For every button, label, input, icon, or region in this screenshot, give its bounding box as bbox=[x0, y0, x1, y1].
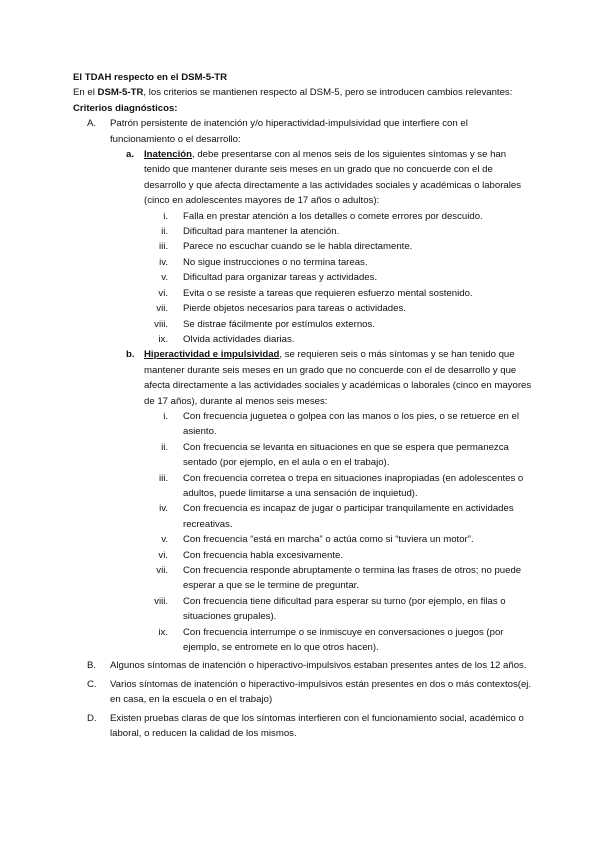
criterion-b-text: Algunos síntomas de inatención o hiperactivo-impulsivos estaban presentes antes de los 12 años. bbox=[110, 660, 527, 672]
list-item-text: Evita o se resiste a tareas que requieren esfuerzo mental sostenido. bbox=[183, 287, 473, 299]
list-item bbox=[73, 270, 533, 285]
list-item-text: Con frecuencia corretea o trepa en situaciones inapropiadas (en adolescentes o adultos, puede limitarse a una sensación de inquietud). bbox=[183, 472, 524, 499]
criterion-c-text: Varios síntomas de inatención o hiperactivo-impulsivos están presentes en dos o más contextos(ej. en casa, en la escuela o en el trabajo) bbox=[110, 678, 532, 706]
intro-paragraph bbox=[73, 85, 533, 100]
list-item bbox=[73, 224, 533, 239]
subcriterion-b-text: , se requieren seis o más síntomas y se han tenido que mantener durante seis meses en un grado que no concuerde con el de desarrollo y que afecta directamente a las actividades sociales y académicas o laborales (cinco en mayores de 17 años), durante al menos seis meses: bbox=[144, 349, 532, 407]
list-item-text: Se distrae fácilmente por estímulos externos. bbox=[183, 318, 375, 330]
list-item-number: ii. bbox=[161, 441, 168, 453]
list-item-text: Con frecuencia tiene dificultad para esperar su turno (por ejemplo, en filas o situaciones grupales). bbox=[183, 595, 506, 623]
list-item-number: vii. bbox=[156, 303, 168, 315]
list-item bbox=[73, 625, 533, 656]
list-item-text: Olvida actividades diarias. bbox=[183, 333, 295, 345]
intro-post: , los criterios se mantienen respecto al DSM-5, pero se introducen cambios relevantes: bbox=[143, 87, 513, 99]
inattention-symptom-list bbox=[73, 209, 533, 348]
list-item-text: No sigue instrucciones o no termina tareas. bbox=[183, 256, 368, 268]
list-item bbox=[73, 332, 533, 347]
subcriterion-a bbox=[73, 147, 533, 209]
list-item-text: Con frecuencia responde abruptamente o termina las frases de otros; no puede esperar a que se le termine de preguntar. bbox=[183, 565, 522, 592]
list-item-number: iii. bbox=[158, 241, 168, 253]
criterion-a-label: A. bbox=[87, 118, 97, 130]
list-item bbox=[73, 563, 533, 594]
list-item bbox=[73, 209, 533, 224]
list-item bbox=[73, 594, 533, 625]
list-item-number: v. bbox=[161, 534, 168, 546]
list-item-text: Falla en prestar atención a los detalles o comete errores por descuido. bbox=[183, 210, 483, 222]
list-item-number: ix. bbox=[158, 626, 168, 638]
list-item bbox=[73, 301, 533, 316]
list-item-number: i. bbox=[163, 210, 168, 222]
criterion-c-label: C. bbox=[87, 678, 97, 690]
intro-bold: DSM-5-TR bbox=[97, 87, 144, 99]
list-item bbox=[73, 239, 533, 254]
document-page bbox=[73, 70, 533, 741]
list-item bbox=[73, 548, 533, 563]
criterion-c bbox=[73, 677, 533, 708]
list-item bbox=[73, 255, 533, 270]
criterion-b-label: B. bbox=[87, 660, 97, 672]
list-item-text: Con frecuencia se levanta en situaciones en que se espera que permanezca sentado (por ejemplo, en el aula o en el trabajo). bbox=[183, 441, 509, 469]
list-item-number: iii. bbox=[158, 472, 168, 484]
subcriterion-a-label: a. bbox=[126, 149, 135, 161]
criterion-b bbox=[73, 658, 533, 673]
subcriterion-a-title: Inatención bbox=[144, 149, 192, 161]
criterion-a bbox=[73, 116, 533, 147]
list-item-text: Con frecuencia habla excesivamente. bbox=[183, 549, 343, 561]
criterion-d bbox=[73, 711, 533, 742]
list-item-number: vii. bbox=[156, 565, 168, 576]
subcriterion-a-text: , debe presentarse con al menos seis de los siguientes síntomas y se han tenido que mantener durante seis meses en un grado que no concuerde con el de desarrollo y que afecta directamente a las actividades sociales y académicas o laborales (cinco en adolescentes mayores de 17 años o adultos): bbox=[144, 149, 522, 207]
list-item bbox=[73, 471, 533, 502]
list-item-text: Con frecuencia “está en marcha” o actúa como si “tuviera un motor”. bbox=[183, 534, 474, 546]
criterion-d-label: D. bbox=[87, 712, 97, 724]
list-item-text: Parece no escuchar cuando se le habla directamente. bbox=[183, 241, 413, 253]
list-item bbox=[73, 532, 533, 547]
list-item-number: iv. bbox=[159, 503, 168, 515]
list-item-text: Con frecuencia es incapaz de jugar o participar tranquilamente en actividades recreativas. bbox=[183, 503, 514, 530]
hyperactivity-symptom-list bbox=[73, 409, 533, 656]
subcriterion-b-label: b. bbox=[126, 349, 135, 361]
list-item-number: viii. bbox=[154, 595, 168, 607]
list-item-number: iv. bbox=[159, 256, 168, 268]
list-item bbox=[73, 409, 533, 440]
list-item-number: i. bbox=[163, 410, 168, 422]
criterion-d-text: Existen pruebas claras de que los síntomas interfieren con el funcionamiento social, académico o laboral, o reducen la calidad de los mismos. bbox=[110, 712, 524, 740]
list-item-text: Con frecuencia interrumpe o se inmiscuye en conversaciones o juegos (por ejemplo, se entromete en lo que otros hacen). bbox=[183, 626, 504, 654]
list-item-text: Dificultad para mantener la atención. bbox=[183, 226, 340, 238]
list-item-text: Con frecuencia juguetea o golpea con las manos o los pies, o se retuerce en el asiento. bbox=[183, 410, 519, 438]
list-item-number: vi. bbox=[158, 287, 168, 299]
subcriterion-b-title: Hiperactividad e impulsividad bbox=[144, 349, 280, 361]
list-item bbox=[73, 501, 533, 532]
list-item bbox=[73, 286, 533, 301]
list-item-text: Dificultad para organizar tareas y actividades. bbox=[183, 272, 378, 284]
intro-pre: En el bbox=[73, 87, 98, 99]
document-title: El TDAH respecto en el DSM-5-TR bbox=[73, 72, 228, 83]
criteria-heading: Criterios diagnósticos: bbox=[73, 102, 178, 114]
list-item-number: ii. bbox=[161, 226, 168, 238]
list-item bbox=[73, 317, 533, 332]
criterion-a-text: Patrón persistente de inatención y/o hiperactividad-impulsividad que interfiere con el funcionamiento o el desarrollo: bbox=[110, 118, 468, 145]
list-item-text: Pierde objetos necesarios para tareas o actividades. bbox=[183, 303, 406, 315]
subcriterion-b bbox=[73, 347, 533, 409]
list-item-number: ix. bbox=[158, 333, 168, 345]
list-item-number: viii. bbox=[154, 318, 168, 330]
list-item bbox=[73, 440, 533, 471]
list-item-number: v. bbox=[161, 272, 168, 284]
list-item-number: vi. bbox=[158, 549, 168, 561]
